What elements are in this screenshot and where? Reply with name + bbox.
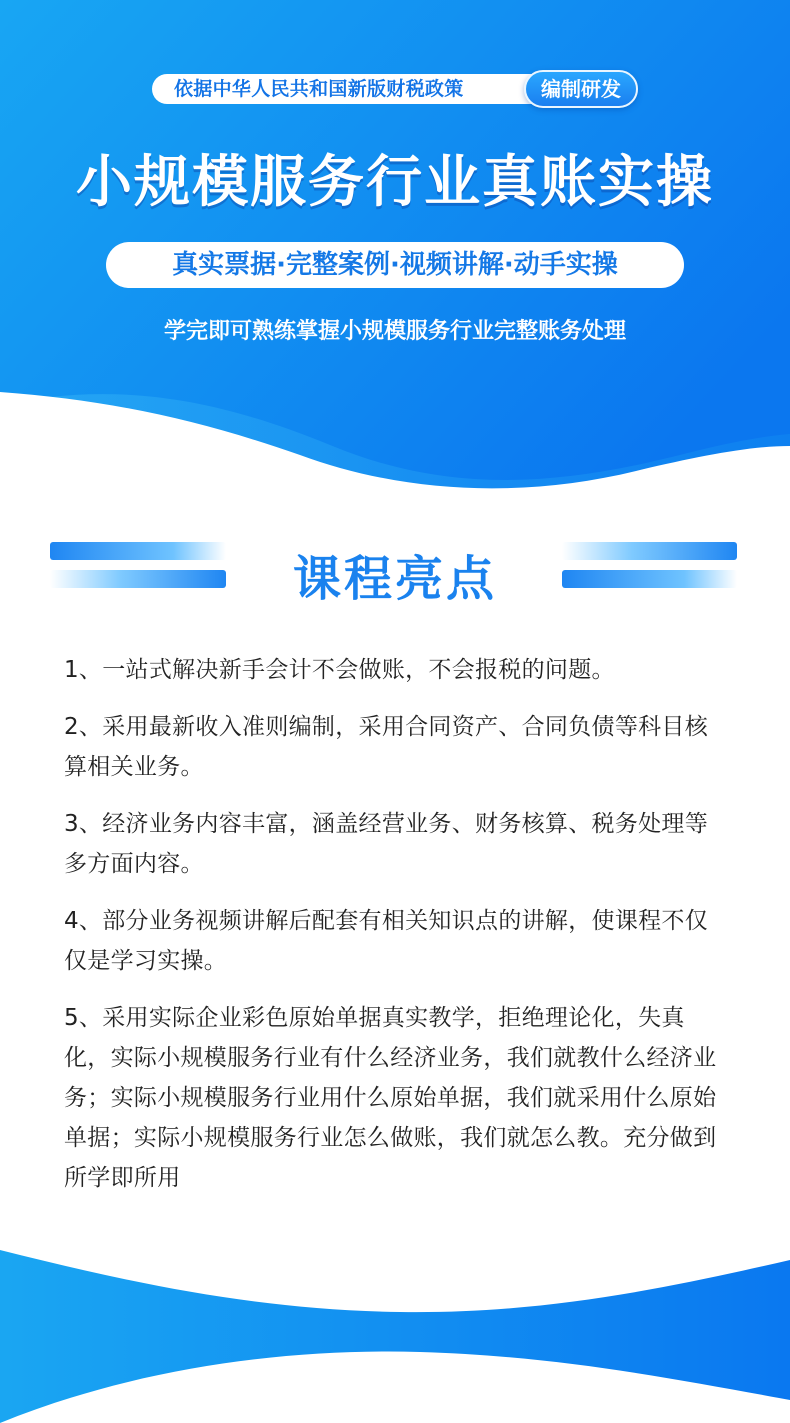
feature-pill: 真实票据·完整案例·视频讲解·动手实操 — [106, 242, 684, 288]
policy-text: 依据中华人民共和国新版财税政策 — [152, 74, 552, 104]
highlight-item-4: 4、部分业务视频讲解后配套有相关知识点的讲解，使课程不仅仅是学习实操。 — [64, 908, 709, 974]
highlight-item-1: 1、一站式解决新手会计不会做账，不会报税的问题。 — [64, 657, 615, 683]
decor-bar-right-top — [562, 542, 737, 560]
highlight-item-5: 5、采用实际企业彩色原始单据真实教学，拒绝理论化，失真化，实际小规模服务行业有什么经济业务，我们就教什么经济业务；实际小规模服务行业用什么原始单据，我们就采用什么原始单据；实际小规模服务行业怎么做账，我们就怎么教。充分做到所学即所用 — [64, 1005, 717, 1191]
page-title: 小规模服务行业真账实操 — [76, 150, 714, 215]
policy-pill — [152, 70, 638, 108]
highlight-item-3: 3、经济业务内容丰富，涵盖经营业务、财务核算、税务处理等多方面内容。 — [64, 811, 709, 877]
highlights-list — [64, 650, 730, 1215]
footer-wave — [0, 1240, 790, 1423]
badge-label: 编制研发 — [524, 70, 638, 108]
hero-banner — [0, 0, 790, 520]
section-header — [0, 530, 790, 610]
highlight-item-2: 2、采用最新收入准则编制，采用合同资产、合同负债等科目核算相关业务。 — [64, 714, 709, 780]
section-title: 课程亮点 — [292, 551, 497, 607]
decor-bar-right-bottom — [562, 570, 737, 588]
footer-wave-graphic — [0, 1240, 790, 1423]
hero-subtitle: 学完即可熟练掌握小规模服务行业完整账务处理 — [163, 319, 626, 344]
